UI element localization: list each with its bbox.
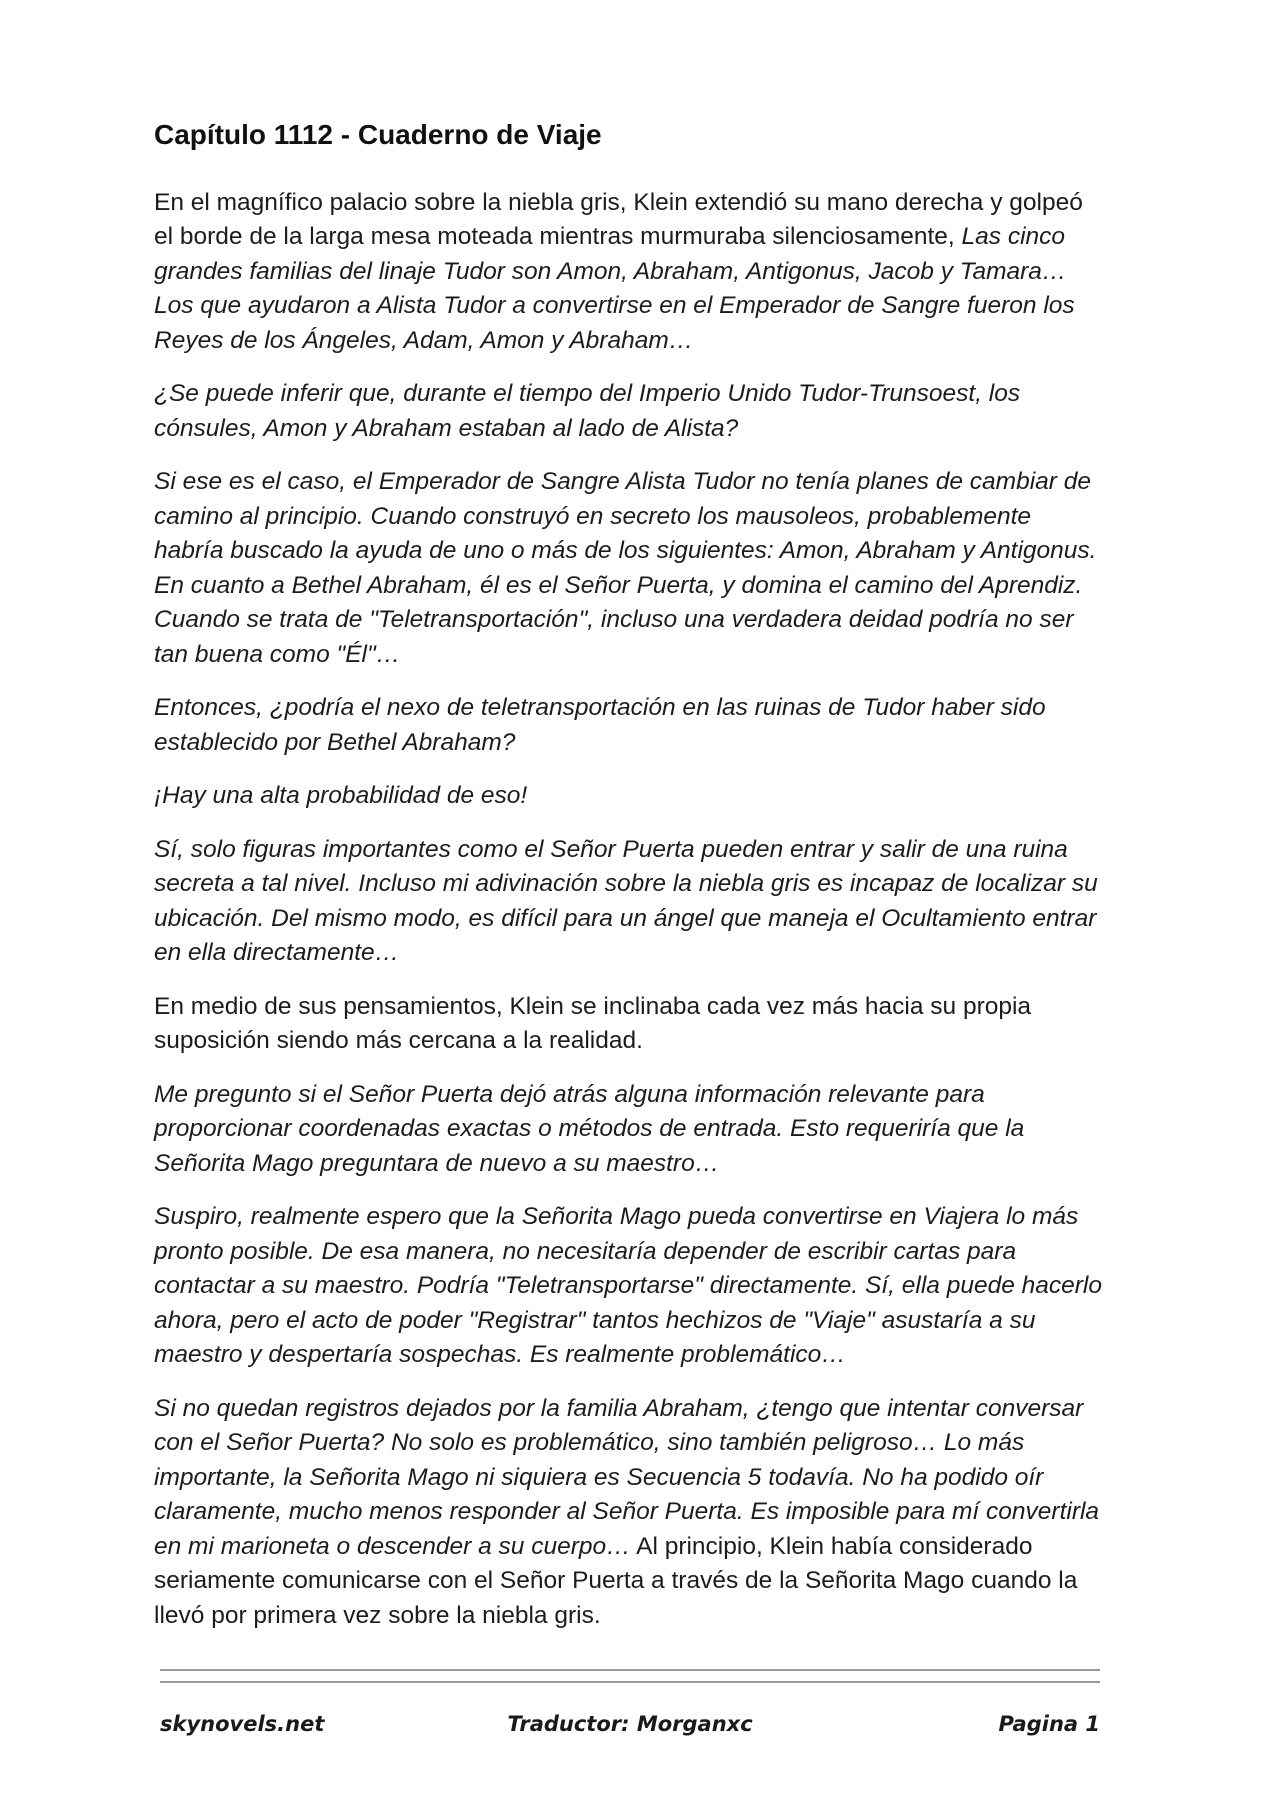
paragraph-text-run: Al principio, Klein había considerado seriamente comunicarse con el Señor Puerta a través de la Señorita Mago cuando la llevó por primera vez sobre la niebla gris. xyxy=(154,1532,1078,1629)
paragraph-text-run: Suspiro, realmente espero que la Señorita Mago pueda convertirse en Viajera lo más pronto posible. De esa manera, no necesitaría depender de escribir cartas para contactar a su maestro. Podría "Teletransportarse" directamente. Sí, ella puede hacerlo ahora, pero el acto de poder "Registrar" tantos hechizos de "Viaje" asustaría a su maestro y despertaría sospechas. Es realmente problemático… xyxy=(154,1203,1102,1369)
paragraph-3 xyxy=(154,465,1104,672)
paragraph-text-run: Si no quedan registros dejados por la familia Abraham, ¿tengo que intentar conversar con el Señor Puerta? No solo es problemático, sino también peligroso… Lo más importante, la Señorita Mago ni siquiera es Secuencia 5 todavía. No ha podido oír claramente, mucho menos responder al Señor Puerta. Es imposible para mí convertirla en mi marioneta o descender a su cuerpo… xyxy=(154,1394,1100,1560)
paragraph-4 xyxy=(154,691,1104,760)
footer-site: skynovels.net xyxy=(160,1712,325,1736)
footer-divider-bottom xyxy=(160,1681,1100,1683)
paragraph-2 xyxy=(154,377,1104,446)
footer-translator: Traductor: Morganxc xyxy=(507,1712,753,1736)
paragraph-text-run: En el magnífico palacio sobre la niebla gris, Klein extendió su mano derecha y golpeó el borde de la larga mesa moteada mientras murmuraba silenciosamente, xyxy=(154,188,1083,251)
paragraph-text-run: Entonces, ¿podría el nexo de teletransportación en las ruinas de Tudor haber sido establecido por Bethel Abraham? xyxy=(154,694,1046,756)
footer-page-number: Pagina 1 xyxy=(998,1712,1100,1736)
paragraph-text-run: Si ese es el caso, el Emperador de Sangre Alista Tudor no tenía planes de cambiar de camino al principio. Cuando construyó en secreto los mausoleos, probablemente habría buscado la ayuda de uno o más de los siguientes: Amon, Abraham y Antigonus. En cuanto a Bethel Abraham, él es el Señor Puerta, y domina el camino del Aprendiz. Cuando se trata de "Teletransportación", incluso una verdadera deidad podría no ser tan buena como "Él"… xyxy=(154,468,1097,668)
paragraph-text-run: En medio de sus pensamientos, Klein se inclinaba cada vez más hacia su propia suposición siendo más cercana a la realidad. xyxy=(154,992,1032,1055)
paragraph-text-run: Me pregunto si el Señor Puerta dejó atrás alguna información relevante para proporcionar coordenadas exactas o métodos de entrada. Esto requeriría que la Señorita Mago preguntara de nuevo a su maestro… xyxy=(154,1080,1025,1177)
paragraph-text-run: Las cinco grandes familias del linaje Tudor son Amon, Abraham, Antigonus, Jacob y Tamara… Los que ayudaron a Alista Tudor a convertirse en el Emperador de Sangre fueron los Reyes de los Ángeles, Adam, Amon y Abraham… xyxy=(154,223,1075,354)
paragraph-1 xyxy=(154,186,1104,359)
paragraph-7 xyxy=(154,990,1104,1059)
paragraph-5 xyxy=(154,779,1104,814)
paragraph-text-run: ¿Se puede inferir que, durante el tiempo del Imperio Unido Tudor-Trunsoest, los cónsules, Amon y Abraham estaban al lado de Alista? xyxy=(154,380,1021,442)
paragraph-text-run: Sí, solo figuras importantes como el Señor Puerta pueden entrar y salir de una ruina secreta a tal nivel. Incluso mi adivinación sobre la niebla gris es incapaz de localizar su ubicación. Del mismo modo, es difícil para un ángel que maneja el Ocultamiento entrar en ella directamente… xyxy=(154,835,1098,967)
paragraph-9 xyxy=(154,1200,1104,1373)
page-footer xyxy=(160,1712,1100,1748)
paragraph-10 xyxy=(154,1392,1104,1634)
paragraph-text-run: ¡Hay una alta probabilidad de eso! xyxy=(154,782,528,810)
paragraph-6 xyxy=(154,833,1104,971)
footer-divider-top xyxy=(160,1669,1100,1671)
document-body xyxy=(154,118,1104,1652)
chapter-title: Capítulo 1112 - Cuaderno de Viaje xyxy=(154,119,602,150)
paragraph-8 xyxy=(154,1078,1104,1182)
